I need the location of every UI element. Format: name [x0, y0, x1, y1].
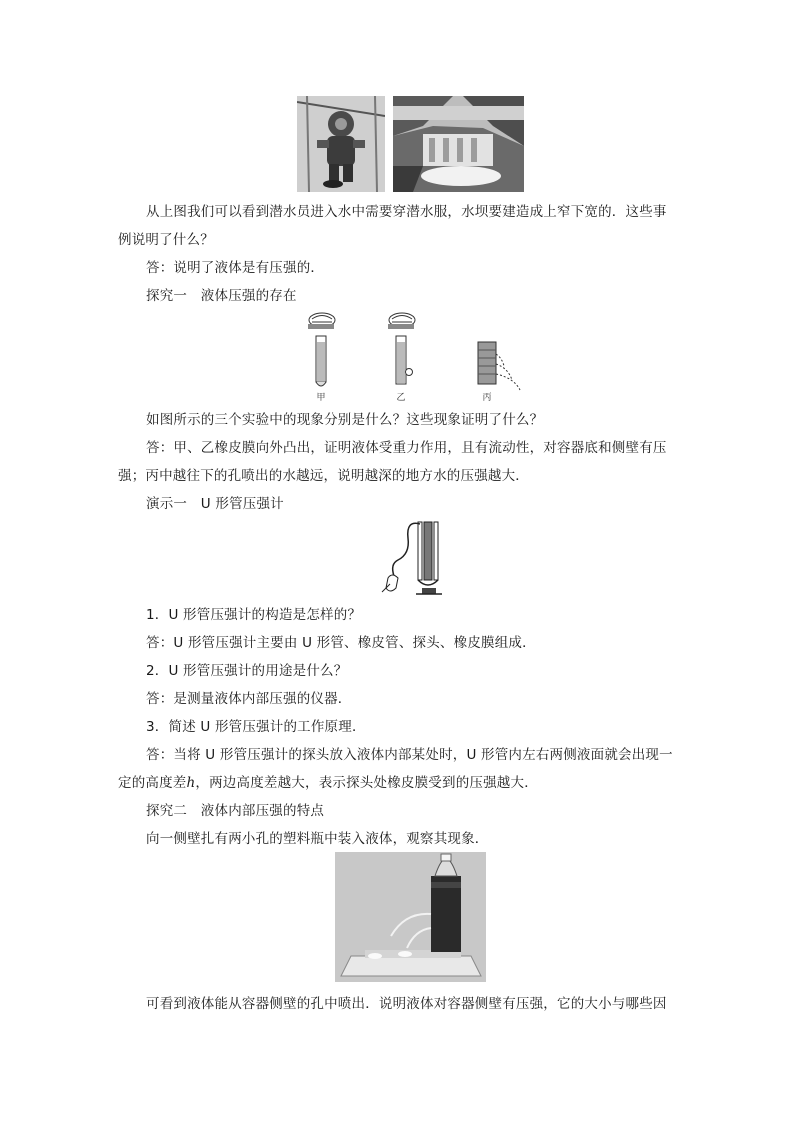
label-jia: 甲	[316, 393, 326, 403]
demo1-q1: 1．U 形管压强计的构造是怎样的？	[146, 607, 362, 623]
liquid-pressure-experiment-figure	[290, 310, 530, 406]
demo1-a3-part2: ，两边高度差越大，表示探头处橡皮膜受到的压强越大．	[195, 775, 538, 791]
intro-paragraph: 从上图我们可以看到潜水员进入水中需要穿潜水服，水坝要建造成上窄下宽的．这些事例说明了什么？	[118, 204, 667, 248]
tube-jia	[308, 313, 335, 386]
demo1-a1: 答：U 形管压强计主要由 U 形管、橡皮管、探头、橡皮膜组成．	[146, 635, 536, 651]
dam-photo	[393, 96, 524, 192]
explore1-heading: 探究一 液体压强的存在	[146, 288, 297, 304]
u-tube-manometer-figure	[378, 518, 448, 598]
bottle-photo	[335, 852, 486, 982]
explore2-instruction: 向一侧壁扎有两小孔的塑料瓶中装入液体，观察其现象．	[146, 831, 489, 847]
demo1-q3: 3．简述 U 形管压强计的工作原理．	[146, 719, 366, 735]
diver-photo	[297, 96, 385, 192]
label-yi: 乙	[396, 393, 406, 403]
demo1-a3-variable: h	[186, 775, 196, 791]
demo1-q2: 2．U 形管压强计的用途是什么？	[146, 663, 348, 679]
explore2-observation: 可看到液体能从容器侧壁的孔中喷出．说明液体对容器侧壁有压强，它的大小与哪些因	[146, 996, 667, 1012]
explore1-question: 如图所示的三个实验中的现象分别是什么？这些现象证明了什么？	[146, 412, 544, 428]
explore1-answer: 答：甲、乙橡皮膜向外凸出，证明液体受重力作用，且有流动性，对容器底和侧壁有压强；丙中越往下的孔喷出的水越远，说明越深的地方水的压强越大．	[118, 440, 667, 484]
label-bing: 丙	[482, 393, 492, 403]
demo1-a3	[118, 741, 680, 797]
explore2-heading: 探究二 液体内部压强的特点	[146, 803, 325, 819]
demo1-a2: 答：是测量液体内部压强的仪器．	[146, 691, 352, 707]
container-bing	[478, 342, 520, 390]
tube-yi	[388, 313, 415, 384]
demo1-a3-part1: 答：当将 U 形管压强计的探头放入液体内部某处时，U 形管内左右两侧液面就会出现一定的高度差	[118, 747, 673, 791]
demo1-heading: 演示一 U 形管压强计	[146, 496, 284, 512]
intro-answer: 答：说明了液体是有压强的．	[146, 260, 325, 276]
